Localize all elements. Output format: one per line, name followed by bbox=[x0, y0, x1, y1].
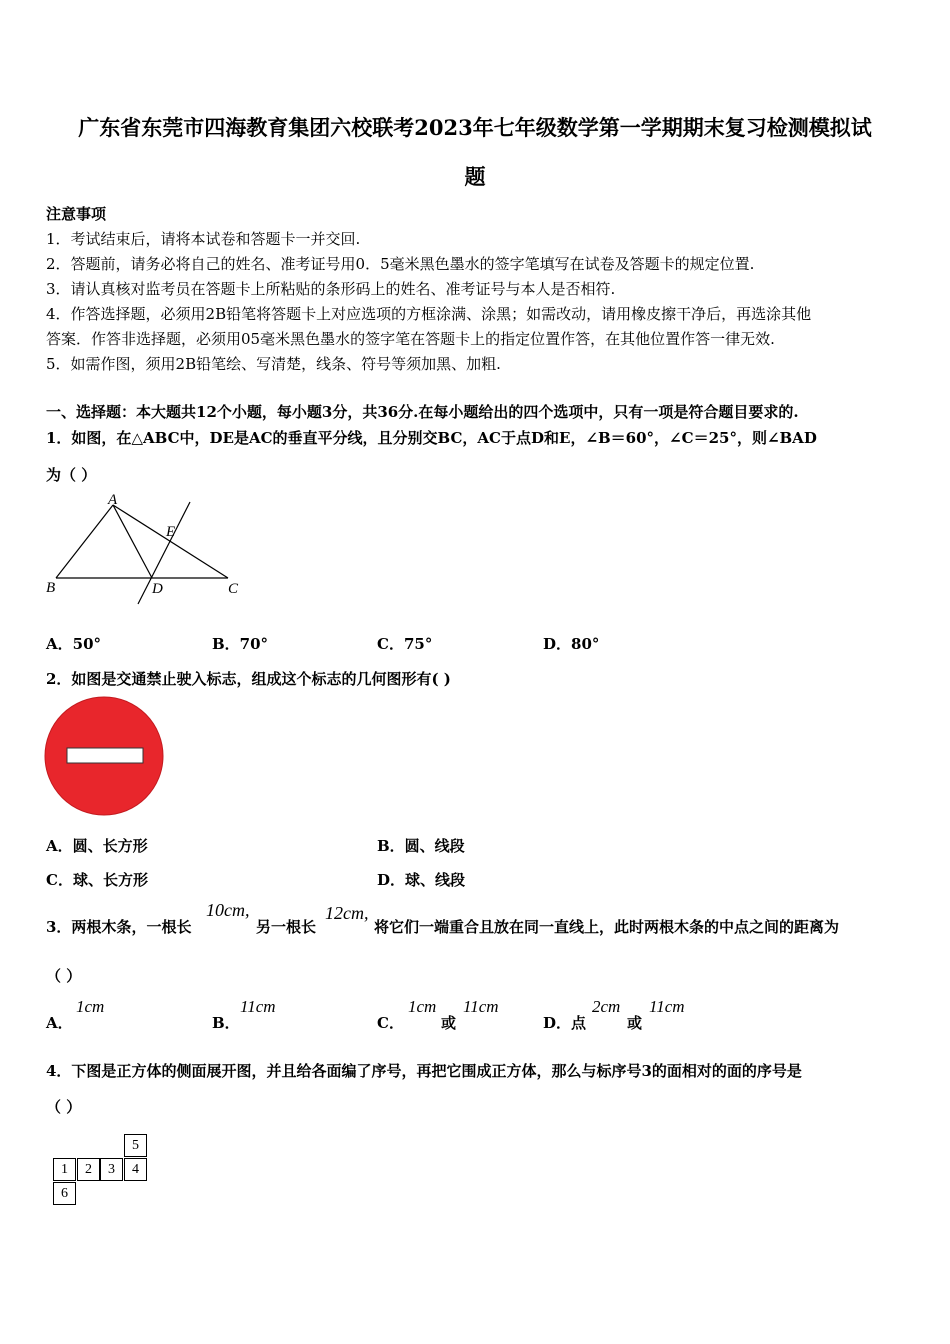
page-title-continued: 题 bbox=[464, 164, 486, 189]
net-cell-3: 3 bbox=[100, 1158, 123, 1181]
notice-item-4-continued: 答案．作答非选择题，必须用05毫米黑色墨水的签字笔在答题卡上的指定位置作答，在其他位置作答一律无效. bbox=[46, 330, 775, 348]
notice-item-4: 4．作答选择题，必须用2B铅笔将答题卡上对应选项的方框涂满、涂黑；如需改动，请用橡皮擦干净后，再选涂其他 bbox=[46, 305, 812, 323]
q3-stem-continued: （ ） bbox=[46, 967, 82, 985]
q3-option-b[interactable] bbox=[212, 996, 362, 1032]
segment-ab bbox=[56, 505, 113, 578]
q3-option-d[interactable] bbox=[543, 996, 703, 1032]
q3-option-c-value-1: 1cm bbox=[408, 997, 437, 1016]
q1-triangle-figure bbox=[40, 492, 250, 607]
q2-option-c[interactable]: C．球、长方形 bbox=[46, 871, 148, 889]
sign-bar bbox=[67, 748, 143, 763]
segment-ad bbox=[113, 505, 152, 578]
q3-option-c[interactable] bbox=[377, 996, 537, 1032]
label-c: C bbox=[228, 581, 239, 597]
q3-option-b-value: 11cm bbox=[240, 997, 276, 1016]
q1-stem: 1．如图，在△ABC中，DE是AC的垂直平分线，且分别交BC，AC于点D和E，∠B＝60°，∠C＝25°，则∠BAD bbox=[46, 429, 817, 447]
notice-item-3: 3．请认真核对监考员在答题卡上所粘贴的条形码上的姓名、准考证号与本人是否相符. bbox=[46, 280, 616, 298]
q3-option-b-label: B． bbox=[212, 1014, 240, 1032]
label-d: D bbox=[152, 581, 163, 597]
q3-option-d-label: D．点 bbox=[543, 1014, 587, 1032]
q3-length-1: 10cm, bbox=[206, 900, 250, 920]
q1-option-d[interactable]: D．80° bbox=[543, 635, 600, 653]
q3-option-d-or: 或 bbox=[627, 1014, 643, 1032]
q4-stem-continued: （ ） bbox=[46, 1098, 82, 1116]
q3-option-c-or: 或 bbox=[441, 1014, 457, 1032]
notice-item-2: 2．答题前，请务必将自己的姓名、准考证号用0．5毫米黑色墨水的签字笔填写在试卷及答题卡的规定位置. bbox=[46, 255, 755, 273]
net-cell-2: 2 bbox=[77, 1158, 100, 1181]
notice-item-1: 1．考试结束后，请将本试卷和答题卡一并交回. bbox=[46, 230, 361, 248]
notice-heading: 注意事项 bbox=[46, 205, 107, 223]
q3-option-a-value: 1cm bbox=[76, 997, 105, 1016]
q3-option-a-label: A． bbox=[46, 1014, 73, 1032]
q2-stem: 2．如图是交通禁止驶入标志，组成这个标志的几何图形有( ) bbox=[46, 670, 451, 688]
q3-stem-part-2: 另一根长 bbox=[256, 918, 317, 936]
label-b: B bbox=[46, 580, 56, 596]
q1-option-c[interactable]: C．75° bbox=[377, 635, 433, 653]
net-cell-6: 6 bbox=[53, 1182, 76, 1205]
notice-item-5: 5．如需作图，须用2B铅笔绘、写清楚，线条、符号等须加黑、加粗. bbox=[46, 355, 501, 373]
q3-stem-part-3: 将它们一端重合且放在同一直线上，此时两根木条的中点之间的距离为 bbox=[374, 918, 840, 936]
q3-option-c-label: C． bbox=[377, 1014, 404, 1032]
label-e: E bbox=[166, 524, 176, 540]
page-title: 广东省东莞市四海教育集团六校联考2023年七年级数学第一学期期末复习检测模拟试 bbox=[78, 115, 872, 140]
cube-net-figure bbox=[53, 1134, 149, 1206]
q4-stem: 4．下图是正方体的侧面展开图，并且给各面编了序号，再把它围成正方体，那么与标序号3的面相对的面的序号是 bbox=[46, 1062, 802, 1080]
net-cell-4: 4 bbox=[124, 1158, 147, 1181]
q1-option-b[interactable]: B．70° bbox=[212, 635, 269, 653]
net-cell-1: 1 bbox=[53, 1158, 76, 1181]
q1-stem-continued: 为（ ） bbox=[46, 466, 97, 484]
perpendicular-bisector-de bbox=[138, 502, 190, 604]
q3-option-a[interactable] bbox=[46, 996, 196, 1032]
q2-option-d[interactable]: D．球、线段 bbox=[377, 871, 466, 889]
q1-option-a[interactable]: A．50° bbox=[46, 635, 102, 653]
no-entry-sign-icon bbox=[43, 696, 167, 816]
q3-option-d-value-1: 2cm bbox=[592, 997, 621, 1016]
q3-option-d-value-2: 11cm bbox=[649, 997, 685, 1016]
net-cell-5: 5 bbox=[124, 1134, 147, 1157]
section-heading: 一、选择题：本大题共12个小题，每小题3分，共36分.在每小题给出的四个选项中，只有一项是符合题目要求的. bbox=[46, 403, 799, 421]
label-a: A bbox=[108, 492, 118, 508]
q2-option-a[interactable]: A．圆、长方形 bbox=[46, 837, 148, 855]
q3-length-2: 12cm, bbox=[325, 903, 369, 923]
q3-option-c-value-2: 11cm bbox=[463, 997, 499, 1016]
q3-stem-part-1: 3．两根木条，一根长 bbox=[46, 918, 192, 936]
q2-option-b[interactable]: B．圆、线段 bbox=[377, 837, 465, 855]
